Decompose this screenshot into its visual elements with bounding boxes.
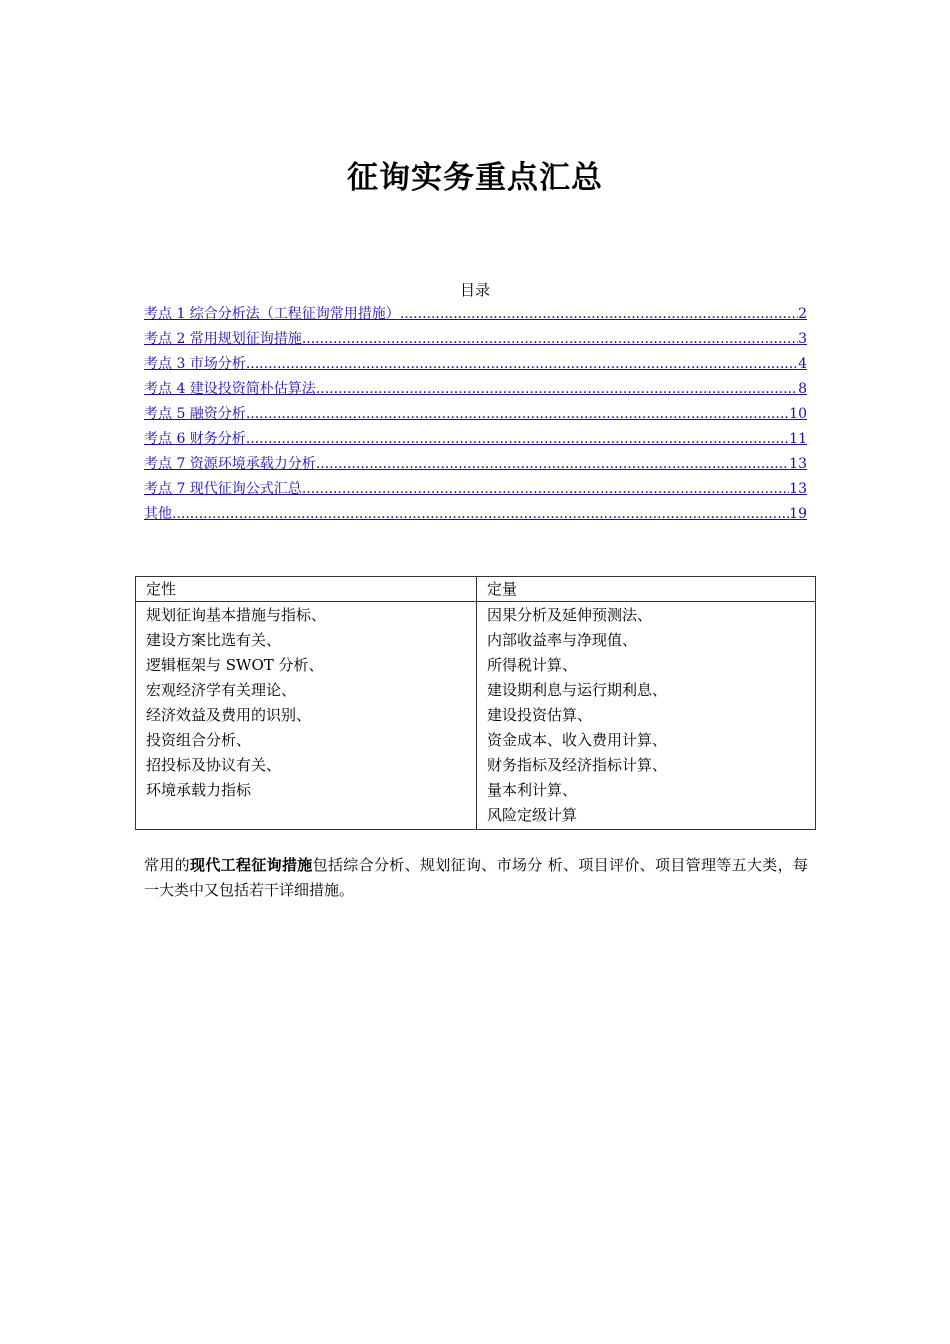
- document-title: 征询实务重点汇总: [347, 160, 603, 196]
- toc-page-number: 11: [789, 431, 807, 447]
- list-item: 所得税计算、: [487, 656, 578, 674]
- toc-leader-dots: [302, 327, 798, 352]
- list-item: 逻辑框架与 SWOT 分析、: [146, 656, 324, 674]
- toc-link[interactable]: 其他 ..... 19: [144, 502, 807, 527]
- list-item: 环境承载力指标: [146, 781, 252, 799]
- table-row: [136, 602, 816, 830]
- list-item: 风险定级计算: [487, 806, 578, 824]
- toc-page-number: 10: [789, 406, 807, 422]
- toc-link[interactable]: 考点 7 资源环境承载力分析 ..... 13: [144, 452, 807, 477]
- quantitative-cell: [477, 602, 816, 830]
- header-quantitative: 定量: [477, 577, 816, 602]
- list-item: 建设投资估算、: [487, 706, 593, 724]
- table-header-row: [136, 577, 816, 602]
- toc-leader-dots: [246, 352, 798, 377]
- toc-leader-dots: [302, 477, 789, 502]
- toc-link[interactable]: 考点 5 融资分析 ..... 10: [144, 402, 807, 427]
- toc-leader-dots: [246, 402, 789, 427]
- intro-paragraph: 常用的现代工程征询措施包括综合分析、规划征询、市场分 析、项目评价、项目管理等五大类，每一大类中又包括若干详细措施。: [144, 856, 808, 899]
- toc-link[interactable]: 考点 4 建设投资简朴估算法 ..... 8: [144, 377, 807, 402]
- toc-leader-dots: [400, 302, 798, 327]
- list-item: 规划征询基本措施与指标、: [146, 606, 327, 624]
- toc-page-number: 4: [798, 356, 807, 372]
- toc-leader-dots: [316, 452, 789, 477]
- list-item: 资金成本、收入费用计算、: [487, 731, 668, 749]
- table-of-contents: [144, 302, 807, 527]
- toc-link[interactable]: 考点 6 财务分析 ..... 11: [144, 427, 807, 452]
- toc-link[interactable]: 考点 1 综合分析法（工程征询常用措施） ..... 2: [144, 302, 807, 327]
- list-item: 经济效益及费用的识别、: [146, 706, 312, 724]
- toc-page-number: 2: [798, 306, 807, 322]
- toc-page-number: 19: [789, 506, 807, 522]
- comparison-table: [135, 576, 816, 830]
- toc-page-number: 13: [789, 456, 807, 472]
- toc-heading: 目录: [459, 281, 490, 299]
- list-item: 宏观经济学有关理论、: [146, 681, 297, 699]
- list-item: 量本利计算、: [487, 781, 578, 799]
- header-qualitative: 定性: [136, 577, 477, 602]
- toc-leader-dots: [246, 427, 789, 452]
- toc-link[interactable]: 考点 7 现代征询公式汇总 ..... 13: [144, 477, 807, 502]
- qualitative-cell: [136, 602, 477, 830]
- list-item: 建设方案比选有关、: [146, 631, 282, 649]
- list-item: 因果分析及延伸预测法、: [487, 606, 653, 624]
- toc-page-number: 13: [789, 481, 807, 497]
- toc-link[interactable]: 考点 3 市场分析 ..... 4: [144, 352, 807, 377]
- list-item: 建设期利息与运行期利息、: [487, 681, 668, 699]
- toc-leader-dots: [316, 377, 798, 402]
- bold-term: 现代工程征询措施: [190, 856, 313, 874]
- toc-link[interactable]: 考点 2 常用规划征询措施 ..... 3: [144, 327, 807, 352]
- list-item: 内部收益率与净现值、: [487, 631, 638, 649]
- toc-page-number: 8: [798, 381, 807, 397]
- list-item: 投资组合分析、: [146, 731, 252, 749]
- list-item: 招投标及协议有关、: [146, 756, 282, 774]
- toc-leader-dots: [172, 502, 789, 527]
- toc-page-number: 3: [798, 331, 807, 347]
- list-item: 财务指标及经济指标计算、: [487, 756, 668, 774]
